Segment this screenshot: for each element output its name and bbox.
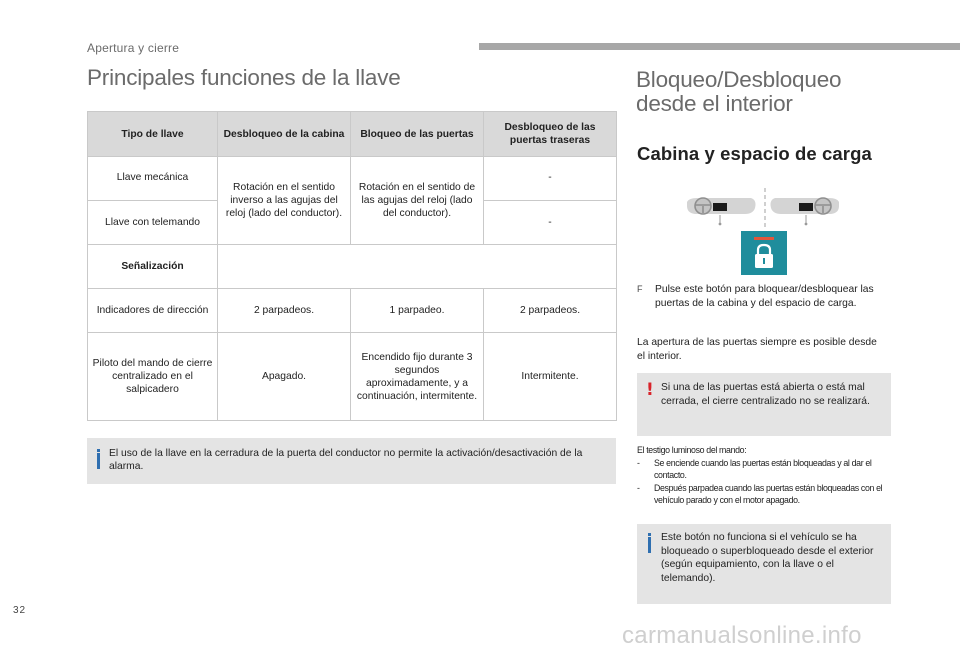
info-icon bbox=[648, 537, 651, 553]
list-item bbox=[637, 482, 893, 507]
table-cell: - bbox=[484, 157, 617, 201]
dash-panel-left bbox=[713, 203, 727, 211]
watermark: carmanualsonline.info bbox=[622, 622, 862, 649]
page-title: Principales funciones de la llave bbox=[87, 65, 401, 90]
table-cell: Rotación en el sentido inverso a las agujas del reloj (lado del conductor). bbox=[218, 157, 351, 245]
indicator-list bbox=[637, 457, 893, 507]
pointer-dot bbox=[805, 223, 808, 226]
right-title-line: Bloqueo/Desbloqueo bbox=[636, 67, 842, 92]
indicator-intro: El testigo luminoso del mando: bbox=[637, 445, 747, 455]
page-number: 32 bbox=[13, 605, 27, 616]
section-title: Apertura y cierre bbox=[87, 41, 180, 55]
table-cell: Llave con telemando bbox=[88, 201, 218, 245]
right-section-title bbox=[636, 68, 841, 116]
key-functions-table bbox=[87, 111, 617, 421]
table-cell: 2 parpadeos. bbox=[218, 289, 351, 333]
instruction-bullet bbox=[637, 283, 891, 310]
table-cell: 2 parpadeos. bbox=[484, 289, 617, 333]
list-item-text: Se enciende cuando las puertas están bloqueadas y al dar el contacto. bbox=[654, 457, 872, 480]
table-row bbox=[88, 157, 617, 201]
right-title-line: desde el interior bbox=[636, 91, 793, 116]
table-header: Bloqueo de las puertas bbox=[351, 112, 484, 157]
table-row bbox=[88, 289, 617, 333]
info-text: Este botón no funciona si el vehículo se ha bloqueado o superbloqueado desde el exterior (según equipamiento, con la llave o el telemando). bbox=[661, 532, 874, 584]
warning-text: Si una de las puertas está abierta o está mal cerrada, el cierre centralizado no se realizará. bbox=[661, 382, 870, 407]
table-cell: Piloto del mando de cierre centralizado en el salpicadero bbox=[88, 333, 218, 421]
table-cell: Intermitente. bbox=[484, 333, 617, 421]
table-cell: Señalización bbox=[88, 245, 218, 289]
list-dash: - bbox=[637, 457, 640, 468]
table-cell bbox=[218, 245, 617, 289]
dash-panel-right bbox=[799, 203, 813, 211]
key-note-text: El uso de la llave en la cerradura de la puerta del conductor no permite la activación/desactivación de la alarma. bbox=[109, 448, 583, 472]
table-cell: Llave mecánica bbox=[88, 157, 218, 201]
table-header: Desbloqueo de las puertas traseras bbox=[484, 112, 617, 157]
table-cell: Rotación en el sentido de las agujas del reloj (lado del conductor). bbox=[351, 157, 484, 245]
warning-box bbox=[637, 373, 891, 436]
list-dash: - bbox=[637, 482, 640, 493]
table-cell: Indicadores de dirección bbox=[88, 289, 218, 333]
indicator-description bbox=[637, 444, 893, 507]
pointer-dot bbox=[719, 223, 722, 226]
table-header-row bbox=[88, 112, 617, 157]
instruction-text: Pulse este botón para bloquear/desbloquear las puertas de la cabina y del espacio de carga. bbox=[655, 284, 874, 309]
list-item bbox=[637, 457, 893, 482]
table-cell: Encendido fijo durante 3 segundos aproximadamente, y a continuación, intermitente. bbox=[351, 333, 484, 421]
header-rule bbox=[479, 43, 960, 50]
list-item-text: Después parpadea cuando las puertas están bloqueadas con el vehículo parado y con el motor apagado. bbox=[654, 482, 883, 505]
lock-keyhole bbox=[763, 258, 765, 264]
table-header: Tipo de llave bbox=[88, 112, 218, 157]
key-note-box bbox=[87, 438, 616, 484]
table-cell: Apagado. bbox=[218, 333, 351, 421]
table-header: Desbloqueo de la cabina bbox=[218, 112, 351, 157]
opening-note: La apertura de las puertas siempre es posible desde el interior. bbox=[637, 337, 877, 362]
table-cell: 1 parpadeo. bbox=[351, 289, 484, 333]
subsection-title: Cabina y espacio de carga bbox=[637, 143, 872, 164]
warning-icon: ! bbox=[646, 380, 654, 400]
info-box bbox=[637, 524, 891, 604]
table-cell: - bbox=[484, 201, 617, 245]
info-icon bbox=[97, 453, 100, 469]
dashboard-illustration bbox=[683, 186, 843, 276]
table-row bbox=[88, 333, 617, 421]
bullet-arrow-icon: F bbox=[637, 284, 643, 294]
lock-indicator-led bbox=[754, 237, 774, 240]
table-row bbox=[88, 245, 617, 289]
